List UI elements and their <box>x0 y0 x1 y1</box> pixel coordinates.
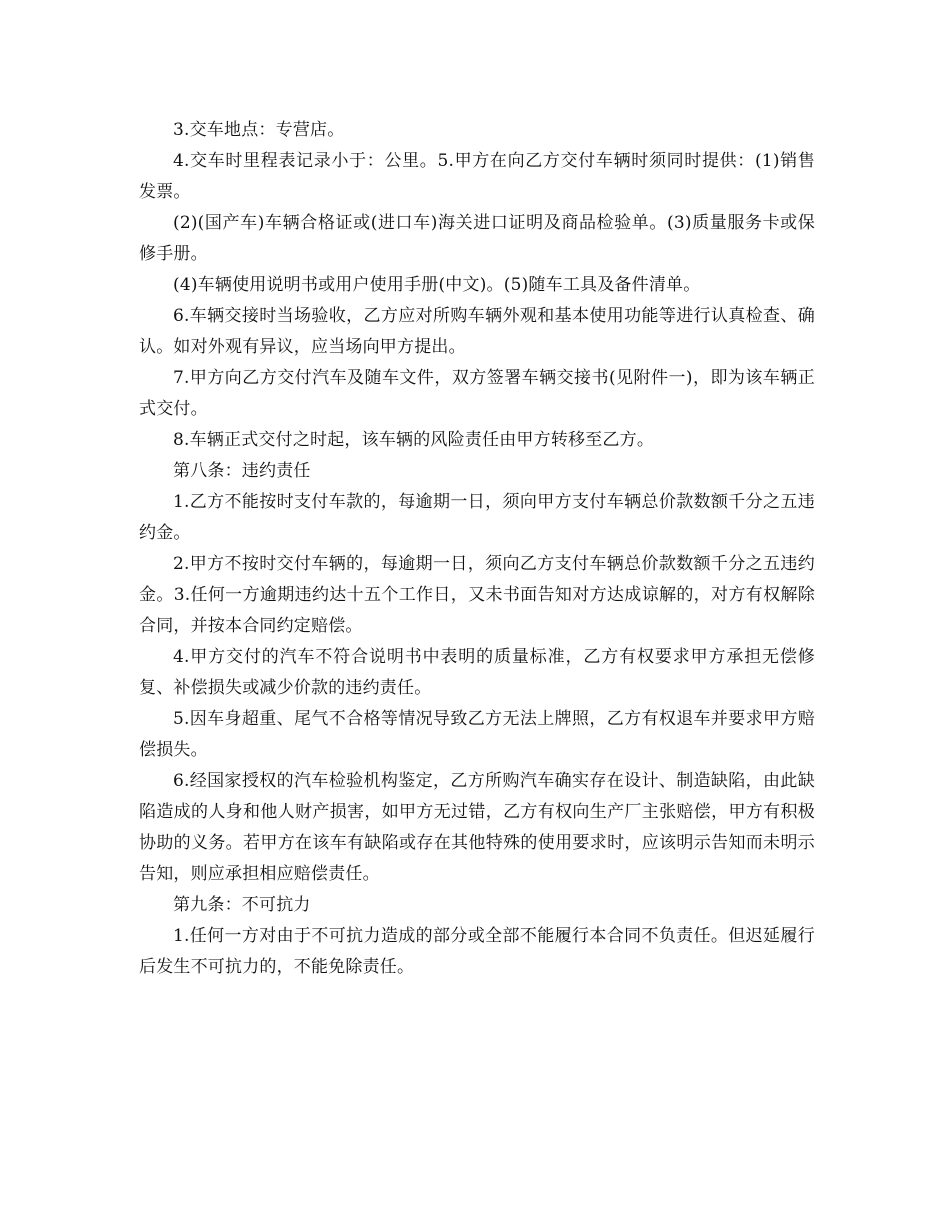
clause-7-5-certificates: (2)(国产车)车辆合格证或(进口车)海关进口证明及商品检验单。(3)质量服务卡或保修手册。 <box>139 213 815 264</box>
clause-8-4-quality: 4.甲方交付的汽车不符合说明书中表明的质量标准，乙方有权要求甲方承担无偿修复、补偿损失或减少价款的违约责任。 <box>139 647 815 698</box>
clause-7-6-inspection: 6.车辆交接时当场验收，乙方应对所购车辆外观和基本使用功能等进行认真检查、确认。如对外观有异议，应当场向甲方提出。 <box>139 306 815 357</box>
clause-7-7-handover: 7.甲方向乙方交付汽车及随车文件，双方签署车辆交接书(见附件一)，即为该车辆正式交付。 <box>139 368 815 419</box>
article-8-heading: 第八条：违约责任 <box>173 461 311 481</box>
clause-8-2-late-delivery: 2.甲方不按时交付车辆的，每逾期一日，须向乙方支付车辆总价款数额千分之五违约金。3.任何一方逾期违约达十五个工作日，又未书面告知对方达成谅解的，对方有权解除合同，并按本合同约定赔偿。 <box>139 554 815 636</box>
clause-7-8-risk-transfer: 8.车辆正式交付之时起，该车辆的风险责任由甲方转移至乙方。 <box>173 430 655 450</box>
clause-7-3-delivery-location: 3.交车地点：专营店。 <box>173 120 345 140</box>
clause-8-6-defects: 6.经国家授权的汽车检验机构鉴定，乙方所购汽车确实存在设计、制造缺陷，由此缺陷造成的人身和他人财产损害，如甲方无过错，乙方有权向生产厂主张赔偿，甲方有积极协助的义务。若甲方在该车有缺陷或存在其他特殊的使用要求时，应该明示告知而未明示告知，则应承担相应赔偿责任。 <box>139 771 815 884</box>
clause-8-5-registration: 5.因车身超重、尾气不合格等情况导致乙方无法上牌照，乙方有权退车并要求甲方赔偿损失。 <box>139 709 815 760</box>
clause-8-1-late-payment: 1.乙方不能按时支付车款的，每逾期一日，须向甲方支付车辆总价款数额千分之五违约金。 <box>139 492 815 543</box>
article-9-heading: 第九条：不可抗力 <box>173 895 311 915</box>
clause-7-5-manuals: (4)车辆使用说明书或用户使用手册(中文)。(5)随车工具及备件清单。 <box>173 275 701 295</box>
clause-7-4-odometer-and-7-5-documents: 4.交车时里程表记录小于：公里。5.甲方在向乙方交付车辆时须同时提供：(1)销售发票。 <box>139 151 815 202</box>
document-body <box>139 115 815 983</box>
clause-9-1-force-majeure: 1.任何一方对由于不可抗力造成的部分或全部不能履行本合同不负责任。但迟延履行后发生不可抗力的，不能免除责任。 <box>139 926 815 977</box>
